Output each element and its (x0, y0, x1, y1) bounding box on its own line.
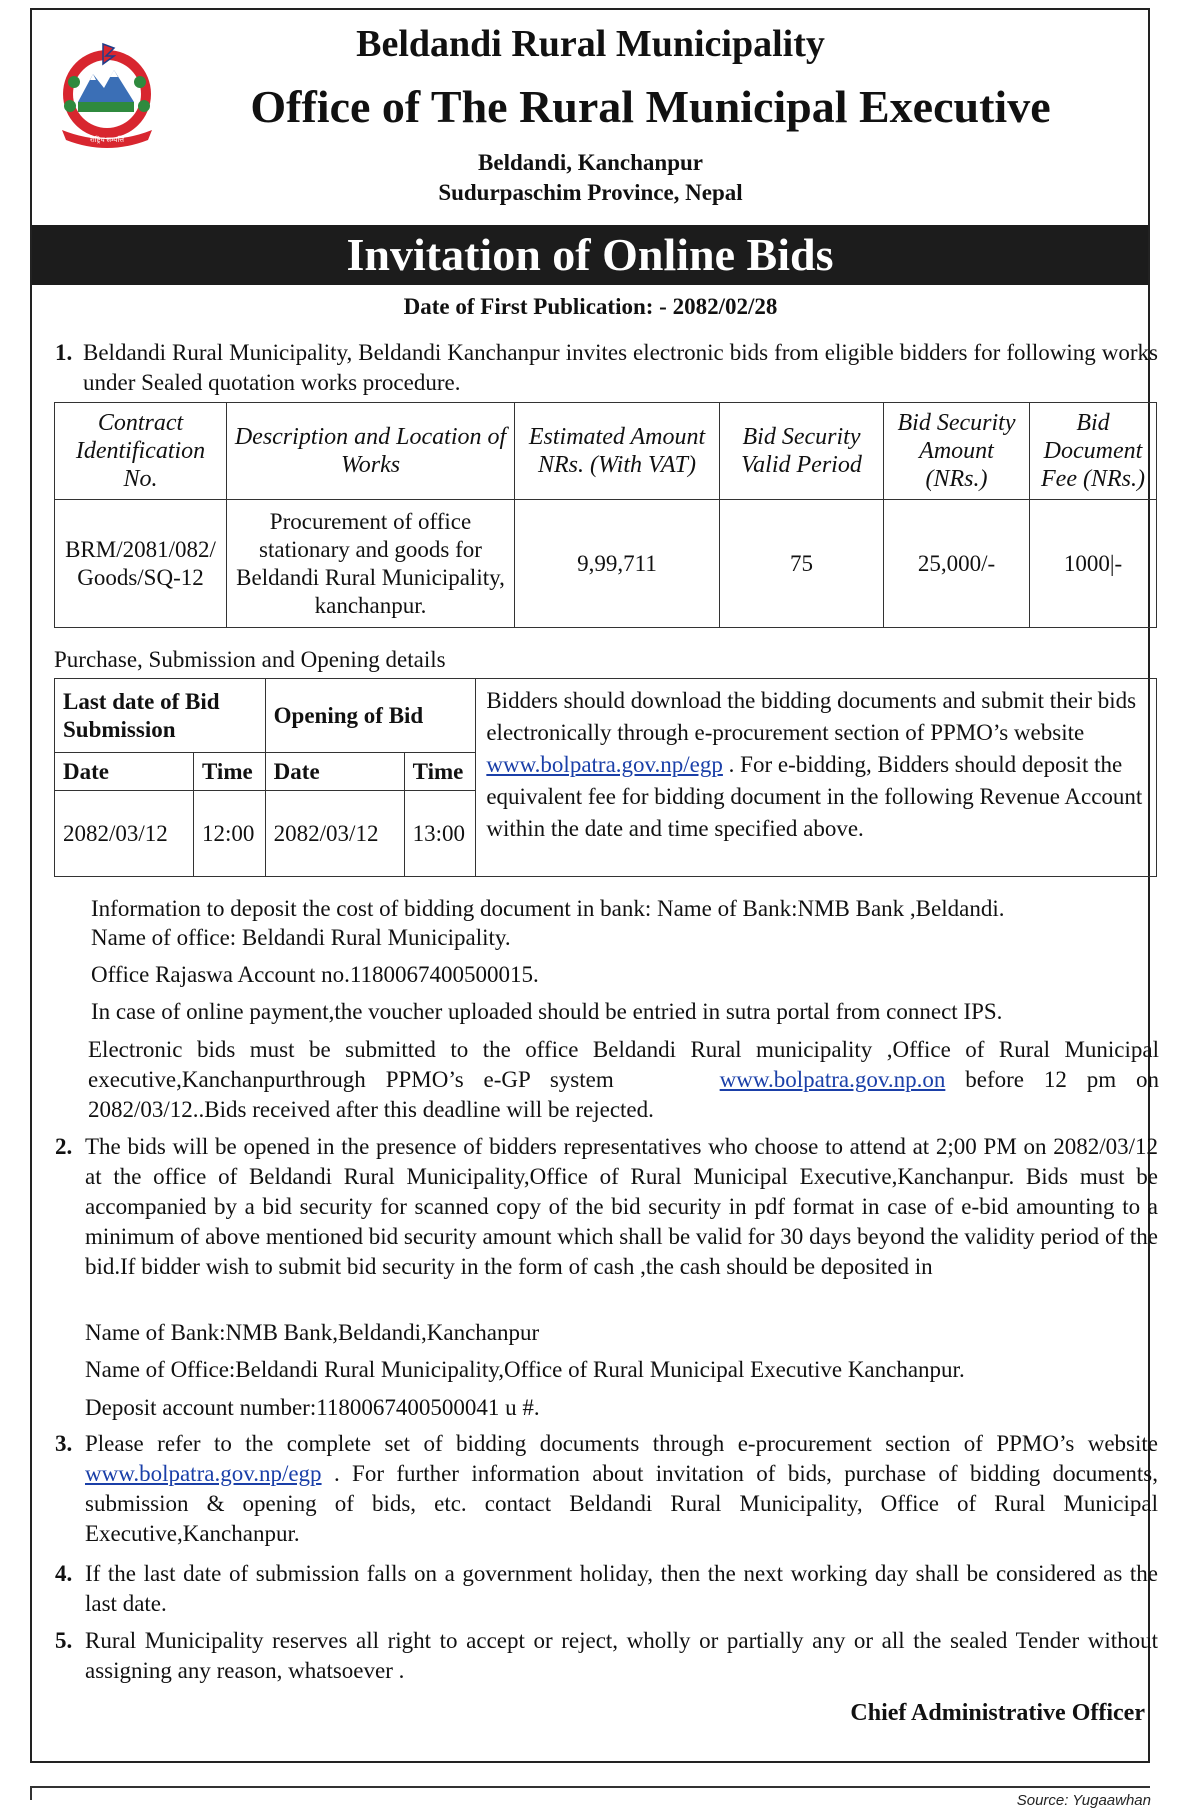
paragraph-4: If the last date of submission falls on a government holiday, then the next working day shall be considered as the last date. (85, 1561, 1158, 1616)
col-header-document-fee: Bid Document Fee (NRs.) (1030, 403, 1157, 500)
opening-date-label: Date (265, 753, 404, 791)
opening-header: Opening of Bid (265, 679, 476, 753)
cell-security-period: 75 (720, 500, 884, 628)
bid-instructions-text: Bidders should download the bidding documents and submit their bids electronically through e-procurement section of PPMO’s website (486, 688, 1137, 745)
address-line-2: Sudurpaschim Province, Nepal (438, 180, 743, 205)
footer-corner (30, 1786, 32, 1800)
submission-table (54, 678, 1157, 877)
source-credit: Source: Yugaawhan (1016, 1792, 1151, 1809)
paragraph-3 (85, 1429, 1158, 1549)
item-number-2: 2. (55, 1134, 73, 1159)
bid-instructions-text-2: . For e-bidding, Bidders should deposit the equivalent fee for bidding document in the following Revenue Account within the date and time specified above. (486, 752, 1143, 841)
deposit-info-1: Information to deposit the cost of bidding document in bank: Name of Bank:NMB Bank ,Beldandi. (91, 896, 1005, 921)
submission-date: 2082/03/12 (55, 791, 194, 877)
cell-document-fee: 1000|- (1030, 500, 1157, 628)
cell-contract-id: BRM/2081/082/ Goods/SQ-12 (55, 500, 227, 628)
col-header-security-period: Bid Security Valid Period (720, 403, 884, 500)
address-line-1: Beldandi, Kanchanpur (478, 150, 703, 175)
cash-office-name: Name of Office:Beldandi Rural Municipality,Office of Rural Municipal Executive Kanchanpur. (85, 1357, 965, 1382)
office-title: Office of The Rural Municipal Executive (250, 81, 1051, 132)
item-number-3: 3. (55, 1431, 73, 1456)
table-row (55, 500, 1157, 628)
bolpatra-link-3[interactable]: www.bolpatra.gov.np/egp (85, 1461, 322, 1486)
deposit-info-5 (88, 1035, 1159, 1125)
paragraph-3-text-2: . For further information about invitation of bids, purchase of bidding documents, submission & opening of bids, etc. contact Beldandi Rural Municipality, Office of Rural Municipal Executive,Kanchanpur. (85, 1461, 1158, 1546)
cell-estimated-amount: 9,99,711 (515, 500, 720, 628)
bolpatra-link[interactable]: www.bolpatra.gov.np/egp (486, 752, 723, 777)
deposit-info-2: Name of office: Beldandi Rural Municipality. (91, 925, 511, 950)
item-number-4: 4. (55, 1561, 73, 1586)
signature: Chief Administrative Officer (850, 1700, 1145, 1726)
purchase-label: Purchase, Submission and Opening details (54, 647, 446, 672)
col-header-contract-id: Contract Identification No. (55, 403, 227, 500)
deposit-info-5-text: Electronic bids must be submitted to the office Beldandi Rural municipality ,Office of Rural Municipal executive,Kanchanpurthrough PPMO’s e-GP system (88, 1037, 1159, 1092)
opening-time: 13:00 (404, 791, 476, 877)
paragraph-5: Rural Municipality reserves all right to accept or reject, wholly or partially any or all the sealed Tender without assigning any reason, whatsoever . (85, 1628, 1158, 1683)
emblem-motto: राष्ट्रिय सम्पत्ति (90, 136, 124, 144)
col-header-description: Description and Location of Works (227, 403, 515, 500)
cash-account-number: Deposit account number:1180067400500041 u #. (85, 1395, 540, 1420)
bolpatra-link-2[interactable]: www.bolpatra.gov.np.on (719, 1067, 946, 1092)
cell-description: Procurement of office stationary and goods for Beldandi Rural Municipality, kanchanpur. (227, 500, 515, 628)
footer-divider (30, 1786, 1150, 1788)
municipality-name: Beldandi Rural Municipality (356, 23, 825, 65)
title-banner: Invitation of Online Bids (32, 225, 1148, 285)
deposit-info-3: Office Rajaswa Account no.1180067400500015. (91, 962, 539, 987)
submission-time: 12:00 (194, 791, 266, 877)
col-header-estimated-amount: Estimated Amount NRs. (With VAT) (515, 403, 720, 500)
paragraph-2: The bids will be opened in the presence of bidders representatives who choose to attend at 2;00 PM on 2082/03/12 at the office of Beldandi Rural Municipality,Office of Rural Municipal Executive,Kanchanpur. Bids must be accompanied by a bid security for scanned copy of the bid security in pdf format in case of e-bid amounting to a minimum of above mentioned bid security amount which shall be valid for 30 days beyond the validity period of the bid.If bidder wish to submit bid security in the form of cash ,the cash should be deposited in (85, 1134, 1158, 1279)
last-date-header: Last date of Bid Submission (55, 679, 266, 753)
col-header-security-amount: Bid Security Amount (NRs.) (884, 403, 1030, 500)
item-number-1: 1. (55, 340, 73, 365)
paragraph-3-text: Please refer to the complete set of bidding documents through e-procurement section of PPMO’s website (85, 1431, 1158, 1456)
contract-table (54, 402, 1157, 628)
publication-date: Date of First Publication: - 2082/02/28 (403, 294, 778, 319)
submission-time-label: Time (194, 753, 266, 791)
cell-security-amount: 25,000/- (884, 500, 1030, 628)
deposit-info-5-text-2: before 12 pm on 2082/03/12..Bids received after this deadline will be rejected. (88, 1067, 1160, 1122)
opening-date: 2082/03/12 (265, 791, 404, 877)
bid-instructions (476, 679, 1157, 877)
deposit-info-4: In case of online payment,the voucher uploaded should be entried in sutra portal from connect IPS. (91, 999, 1003, 1024)
cash-bank-name: Name of Bank:NMB Bank,Beldandi,Kanchanpur (85, 1320, 540, 1345)
paragraph-1: Beldandi Rural Municipality, Beldandi Kanchanpur invites electronic bids from eligible bidders for following works under Sealed quotation works procedure. (83, 340, 1158, 395)
submission-date-label: Date (55, 753, 194, 791)
item-number-5: 5. (55, 1628, 73, 1653)
opening-time-label: Time (404, 753, 476, 791)
